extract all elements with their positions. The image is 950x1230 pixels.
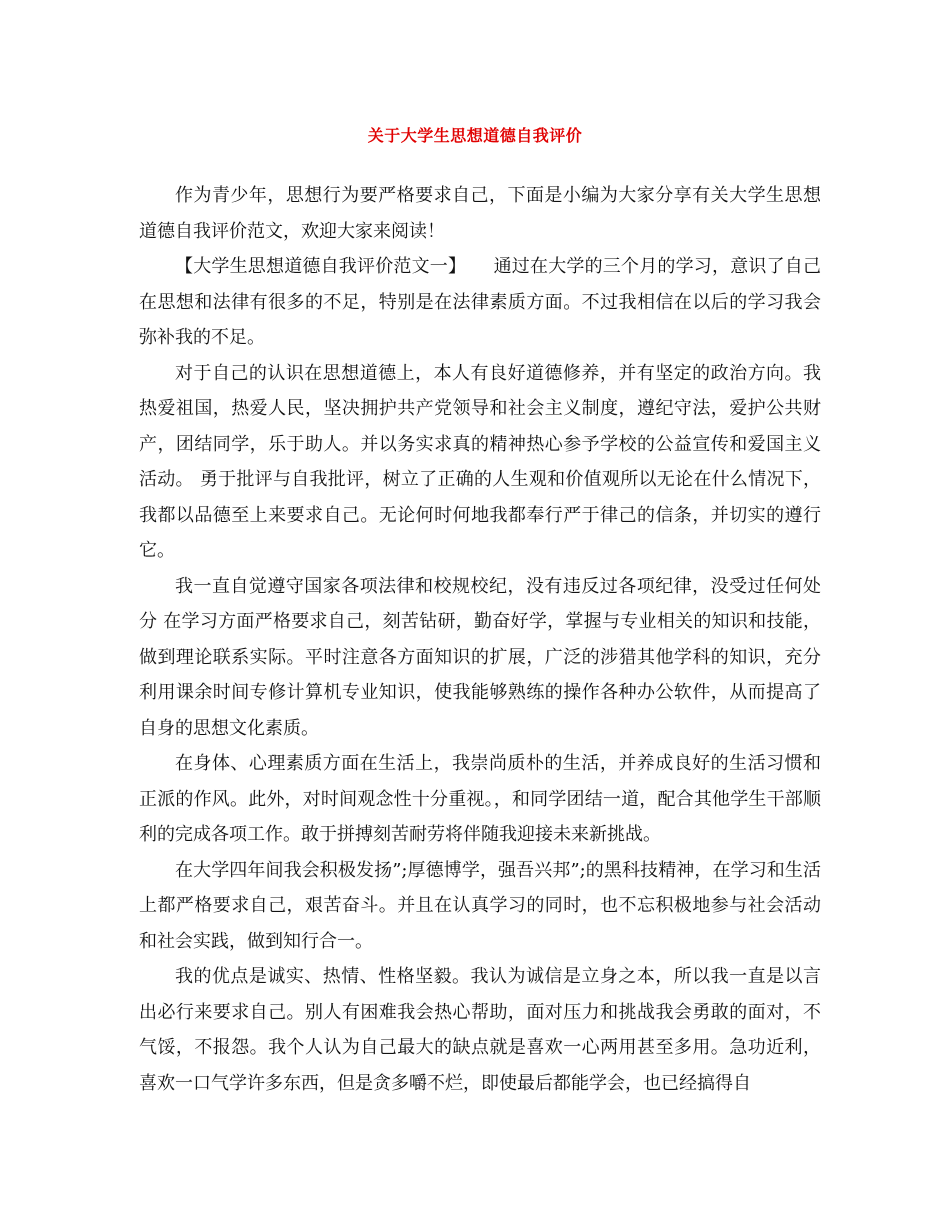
paragraph: 【大学生思想道德自我评价范文一】 通过在大学的三个月的学习，意识了自己在思想和法律有很多的不足，特别是在法律素质方面。不过我相信在以后的学习我会弥补我的不足。 <box>139 256 821 348</box>
document-body <box>139 178 821 1101</box>
paragraph: 作为青少年，思想行为要严格要求自己，下面是小编为大家分享有关大学生思想道德自我评价范文，欢迎大家来阅读！ <box>139 185 821 242</box>
paragraph: 在大学四年间我会积极发扬”;厚德博学，强吾兴邦”;的黑科技精神，在学习和生活上都严格要求自己，艰苦奋斗。并且在认真学习的同时，也不忘积极地参与社会活动和社会实践，做到知行合一。 <box>139 859 821 952</box>
document-title: 关于大学生思想道德自我评价 <box>367 126 583 145</box>
paragraph: 我一直自觉遵守国家各项法律和校规校纪，没有违反过各项纪律，没受过任何处分 在学习方面严格要求自己，刻苦钻研，勤奋好学，掌握与专业相关的知识和技能，做到理论联系实际。平时注意各方面知识的扩展，广泛的涉猎其他学科的知识，充分利用课余时间专修计算机专业知识，使我能够熟练的操作各种办公软件，从而提高了自身的思想文化素质。 <box>139 575 821 739</box>
paragraph: 在身体、心理素质方面在生活上，我崇尚质朴的生活，并养成良好的生活习惯和正派的作风。此外，对时间观念性十分重视。，和同学团结一道，配合其他学生干部顺利的完成各项工作。敢于拼搏刻苦耐劳将伴随我迎接未来新挑战。 <box>139 753 821 845</box>
paragraph: 我的优点是诚实、热情、性格坚毅。我认为诚信是立身之本，所以我一直是以言出必行来要求自己。别人有困难我会热心帮助，面对压力和挑战我会勇敢的面对，不气馁，不报怨。我个人认为自己最大的缺点就是喜欢一心两用甚至多用。急功近利，喜欢一口气学许多东西，但是贪多嚼不烂，即使最后都能学会，也已经搞得自 <box>139 966 821 1094</box>
paragraph: 对于自己的认识在思想道德上，本人有良好道德修养，并有坚定的政治方向。我热爱祖国，热爱人民，坚决拥护共产党领导和社会主义制度，遵纪守法，爱护公共财产，团结同学，乐于助人。并以务实求真的精神热心参予学校的公益宣传和爱国主义活动。 勇于批评与自我批评，树立了正确的人生观和价值观所以无论在什么情况下，我都以品德至上来要求自己。无论何时何地我都奉行严于律己的信条，并切实的遵行它。 <box>139 362 821 561</box>
